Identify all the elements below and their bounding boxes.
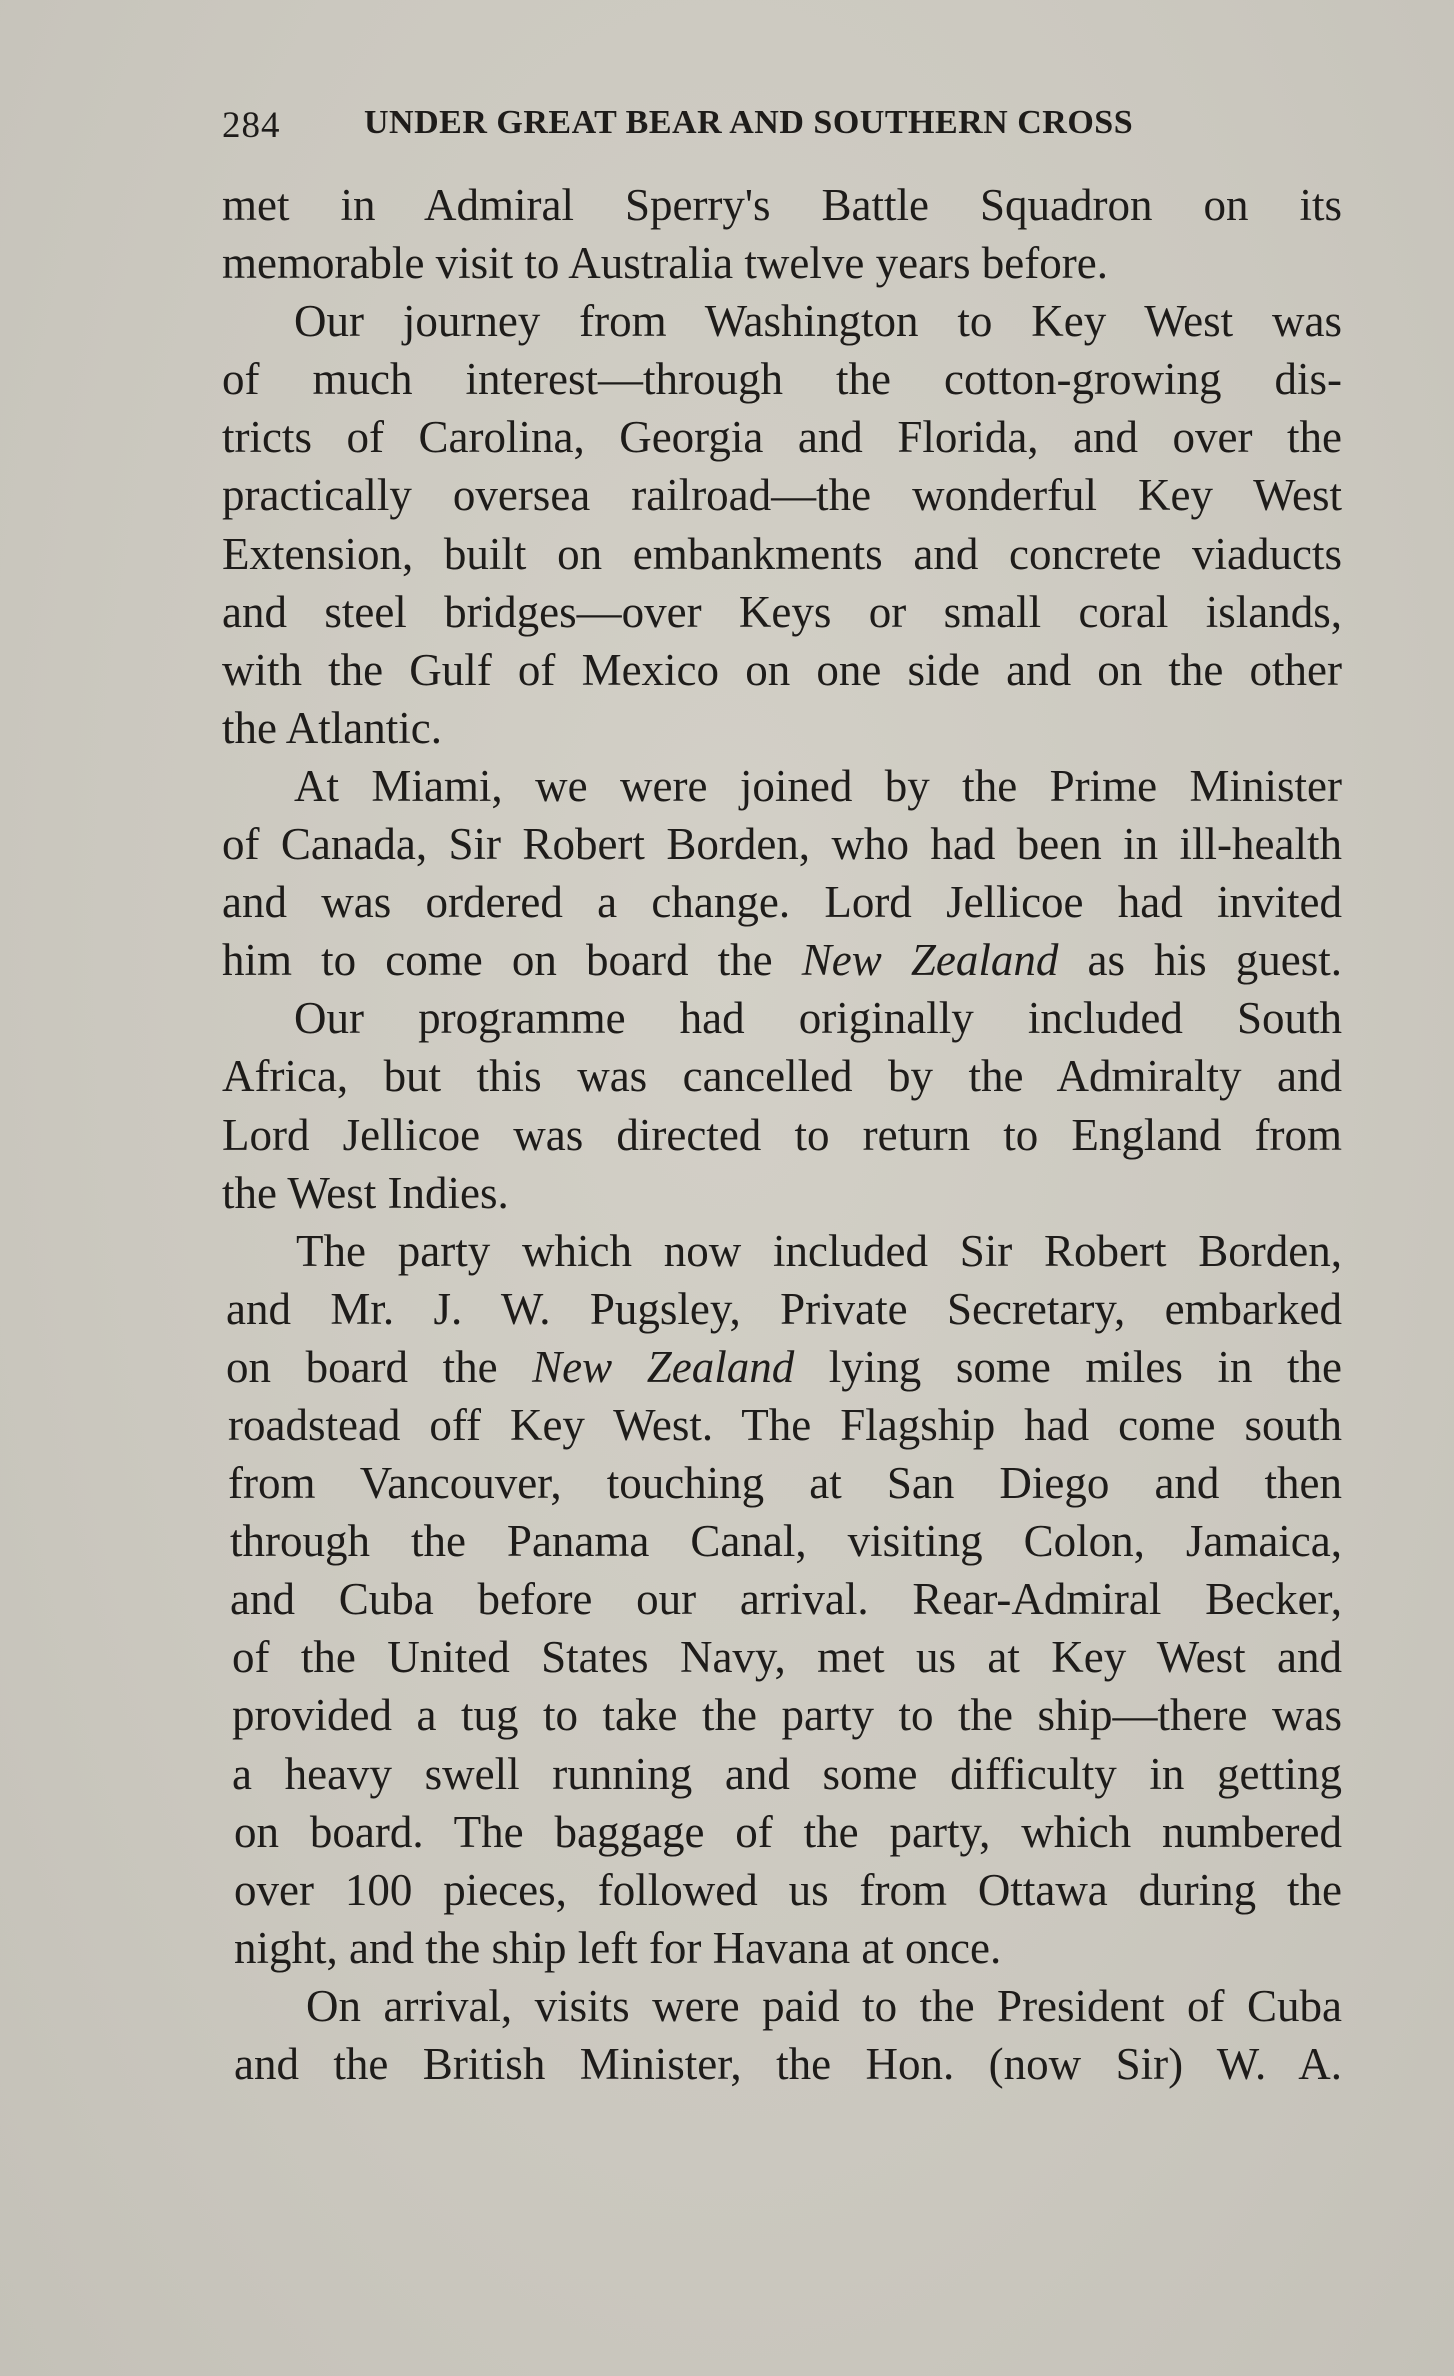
paragraph-first-line: The party which now included Sir Robert Borden, [296,1225,1342,1276]
running-title: UNDER GREAT BEAR AND SOUTHERN CROSS [364,104,1134,141]
paragraph-first-line: Our journey from Washington to Key West was [294,296,1342,347]
text-line: the West Indies. [222,1167,509,1218]
paragraph-first-line: At Miami, we were joined by the Prime Minister [294,760,1342,811]
running-head [222,104,1342,154]
body-text [222,176,1342,2093]
text-line: from Vancouver, touching at San Diego and then [228,1458,1342,1509]
text-line: of Canada, Sir Robert Borden, who had been in ill-health [222,819,1342,870]
text-line: of the United States Navy, met us at Key West and [232,1632,1342,1683]
text-line: Africa, but this was cancelled by the Admiralty and [222,1051,1342,1102]
text-line: and the British Minister, the Hon. (now Sir) W. A. [234,2039,1342,2089]
text-line: with the Gulf of Mexico on one side and on the other [222,644,1342,695]
text-line: and was ordered a change. Lord Jellicoe had invited [222,877,1342,928]
text-line: and Cuba before our arrival. Rear-Admiral Becker, [230,1574,1342,1625]
paragraph-first-line: On arrival, visits were paid to the President of Cuba [306,1980,1342,2031]
text-line: a heavy swell running and some difficulty in getting [232,1748,1342,1799]
paragraph-first-line: Our programme had originally included South [294,993,1342,1044]
text-line: provided a tug to take the party to the ship—there was [232,1690,1342,1741]
text-line: and Mr. J. W. Pugsley, Private Secretary, embarked [226,1283,1342,1334]
text-line: roadstead off Key West. The Flagship had come south [228,1399,1342,1450]
text-line: Lord Jellicoe was directed to return to England from [222,1109,1342,1160]
text-line: and steel bridges—over Keys or small coral islands, [222,586,1342,637]
text-line: the Atlantic. [222,702,442,753]
text-line: practically oversea railroad—the wonderful Key West [222,470,1342,521]
ship-name: New Zealand [532,1341,795,1392]
text-line: Extension, built on embankments and concrete viaducts [222,528,1342,579]
text-line: on board. The baggage of the party, which numbered [234,1806,1342,1857]
text-line: tricts of Carolina, Georgia and Florida, and over the [222,412,1342,463]
text-line: him to come on board the New Zealand as his guest. [222,935,1342,986]
text-line: on board the New Zealand lying some miles in the [226,1341,1342,1392]
text-line: met in Admiral Sperry's Battle Squadron on its [222,180,1342,230]
text-line: over 100 pieces, followed us from Ottawa during the [234,1864,1342,1915]
text-line: through the Panama Canal, visiting Colon, Jamaica, [230,1516,1342,1567]
page-number: 284 [222,105,281,146]
ship-name: New Zealand [801,935,1059,986]
text-line: memorable visit to Australia twelve years before. [222,238,1108,289]
text-line: night, and the ship left for Havana at once. [234,1922,1002,1973]
text-line: of much interest—through the cotton-growing dis- [222,354,1342,405]
